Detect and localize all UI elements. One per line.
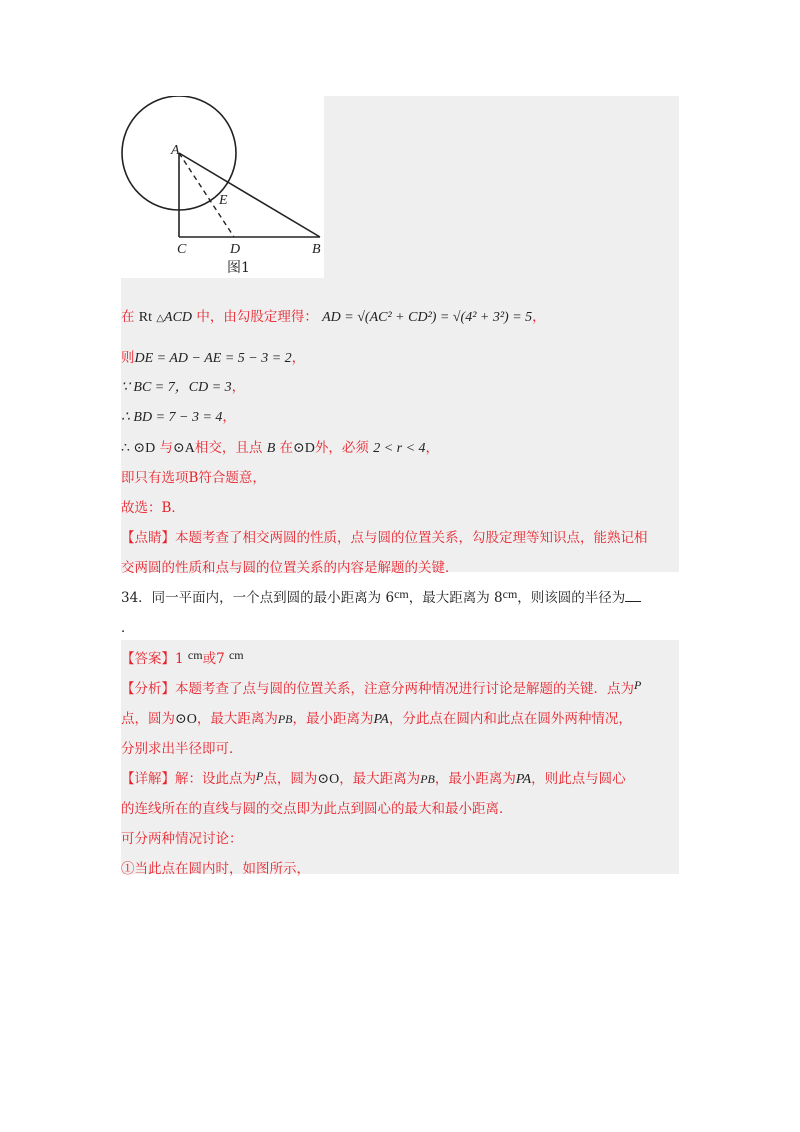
unit-cm: cm bbox=[187, 648, 203, 662]
text: 34．同一平面内，一个点到圆的最小距离为 6 bbox=[121, 590, 395, 606]
question-34 bbox=[121, 586, 641, 606]
text: 在 bbox=[279, 440, 294, 456]
math-circle-d: ∴ ⊙D bbox=[121, 441, 156, 456]
math-rt: Rt bbox=[138, 310, 153, 325]
answer-label: 【答案】 bbox=[121, 651, 175, 667]
text: 1 bbox=[175, 651, 184, 667]
label-d: D bbox=[230, 242, 241, 257]
unit-cm: cm bbox=[228, 648, 244, 662]
unit-cm: cm bbox=[394, 587, 409, 601]
geometry-figure bbox=[121, 96, 324, 278]
analysis-line-2 bbox=[121, 707, 632, 728]
math-circle-o: ⊙O bbox=[317, 772, 340, 787]
solution-line-3 bbox=[121, 375, 245, 396]
math-circle-o: ⊙O bbox=[175, 712, 197, 727]
text: 则 bbox=[121, 350, 135, 366]
text: ，则该圆的半径为 bbox=[517, 590, 626, 606]
label-c: C bbox=[177, 242, 187, 257]
text: ，最大距离为 bbox=[339, 771, 421, 787]
text: ，最大距离为 bbox=[196, 711, 278, 727]
text: ，最小距离为 bbox=[292, 711, 374, 727]
math-pb: PB bbox=[277, 712, 293, 726]
triangle-icon: △ bbox=[156, 313, 165, 324]
text: ， bbox=[231, 379, 246, 395]
text: 外，必须 bbox=[314, 440, 369, 456]
detail-line-2: 的连线所在的直线与圆的交点即为此点到圆心的最大和最小距离． bbox=[121, 801, 513, 817]
math-point-b: B bbox=[266, 441, 276, 456]
math-ad: AD = √(AC² + CD²) = √(4² + 3²) = 5 bbox=[322, 310, 533, 325]
question-34-end: ． bbox=[121, 620, 135, 636]
text: ， bbox=[291, 350, 306, 366]
math-circle-a: ⊙A bbox=[173, 441, 195, 456]
solution-line-7: 故选：B． bbox=[121, 500, 185, 516]
segment-ab bbox=[179, 153, 320, 237]
math-p: P bbox=[256, 769, 264, 783]
text: 【分析】本题考查了点与圆的位置关系，注意分两种情况进行讨论是解题的关键．点为 bbox=[121, 681, 634, 697]
answer-line bbox=[121, 647, 244, 667]
figure-caption: 图1 bbox=[227, 260, 250, 276]
answer-blank bbox=[625, 589, 641, 602]
math-range: 2 < r < 4 bbox=[373, 441, 426, 456]
text: 点，圆为 bbox=[263, 771, 318, 787]
text: 与 bbox=[159, 440, 174, 456]
text: ， bbox=[532, 309, 546, 325]
solution-line-2 bbox=[121, 346, 305, 367]
math-bc-cd: ∵ BC = 7，CD = 3 bbox=[121, 380, 232, 395]
analysis-line-3: 分别求出半径即可． bbox=[121, 741, 243, 757]
solution-line-1 bbox=[121, 305, 546, 326]
math-circle-d: ⊙D bbox=[293, 441, 315, 456]
text: 【详解】解：设此点为 bbox=[121, 771, 256, 787]
math-pa: PA bbox=[515, 772, 532, 787]
label-e: E bbox=[219, 193, 228, 208]
text: ，则此点与圆心 bbox=[531, 771, 626, 787]
text: 7 bbox=[216, 651, 225, 667]
text: 点，圆为 bbox=[121, 711, 175, 727]
text: ， bbox=[222, 409, 236, 425]
math-pa: PA bbox=[373, 712, 389, 727]
detail-line-4: ①当此点在圆内时，如图所示， bbox=[121, 861, 310, 877]
text: 或 bbox=[202, 651, 217, 667]
text: ， bbox=[425, 440, 440, 456]
solution-line-9: 交两圆的性质和点与圆的位置关系的内容是解题的关键． bbox=[121, 560, 459, 576]
math-p: P bbox=[634, 678, 642, 692]
unit-cm: cm bbox=[502, 587, 518, 601]
figure-diagram bbox=[121, 96, 324, 266]
text: ，分此点在圆内和此点在圆外两种情况， bbox=[388, 711, 632, 727]
math-triangle: ACD bbox=[164, 310, 193, 325]
solution-line-6: 即只有选项B符合题意， bbox=[121, 470, 266, 486]
text: ，最小距离为 bbox=[434, 771, 516, 787]
label-b: B bbox=[312, 242, 321, 257]
detail-line-1 bbox=[121, 767, 626, 788]
math-pb: PB bbox=[420, 772, 435, 786]
math-bd: ∴ BD = 7 − 3 = 4 bbox=[121, 410, 223, 425]
math-de: DE = AD − AE = 5 − 3 = 2 bbox=[134, 351, 292, 366]
text: 中，由勾股定理得： bbox=[196, 309, 318, 325]
analysis-line-1 bbox=[121, 677, 641, 697]
solution-line-5 bbox=[121, 436, 439, 457]
solution-line-8: 【点睛】本题考查了相交两圆的性质，点与圆的位置关系，勾股定理等知识点，能熟记相 bbox=[121, 530, 648, 546]
text: 相交，且点 bbox=[194, 440, 263, 456]
solution-line-4 bbox=[121, 405, 236, 426]
label-a: A bbox=[171, 143, 180, 158]
detail-line-3: 可分两种情况讨论： bbox=[121, 831, 243, 847]
text: 在 bbox=[121, 309, 135, 325]
text: ，最大距离为 8 bbox=[408, 590, 503, 606]
